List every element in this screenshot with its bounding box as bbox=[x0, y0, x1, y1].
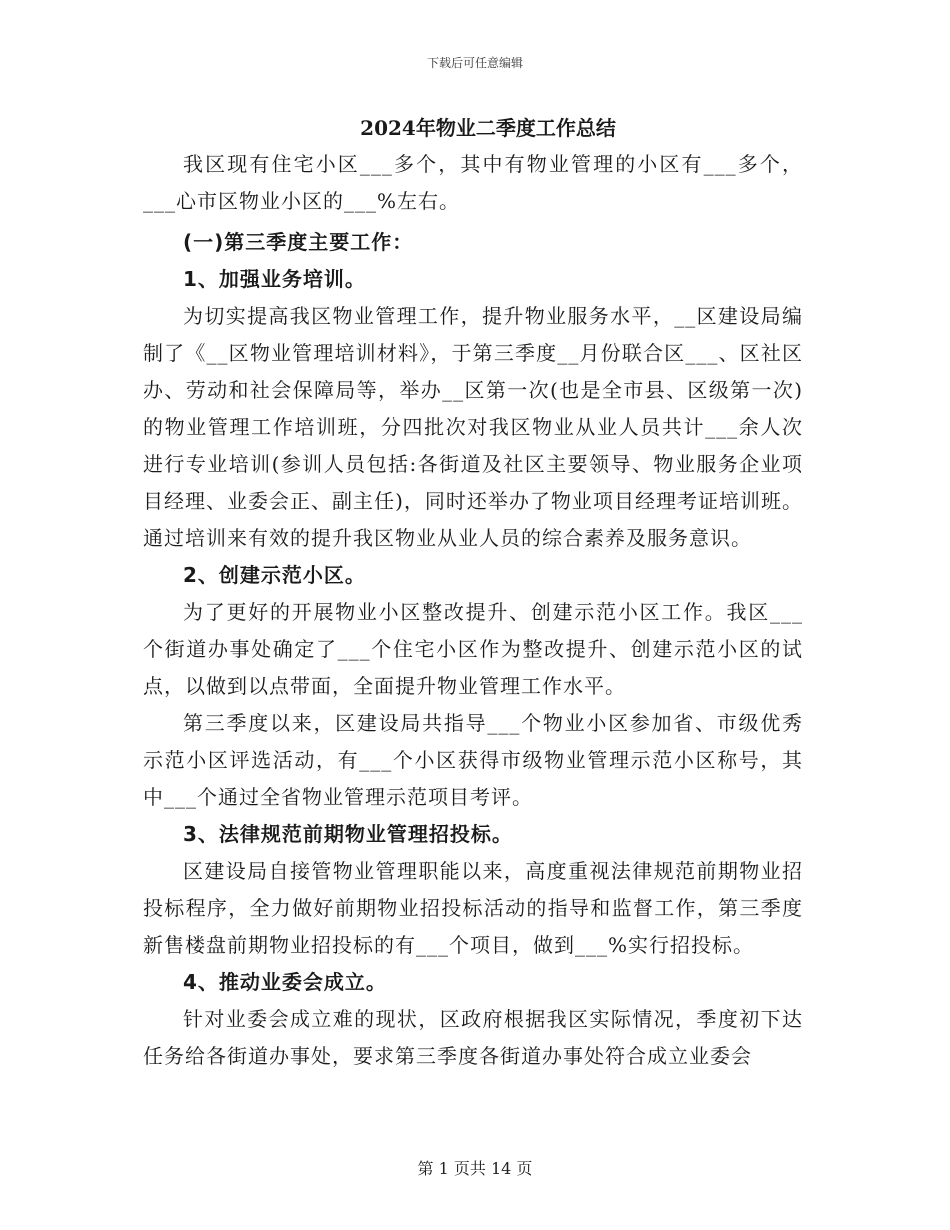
subsection-heading-bidding: 3、法律规范前期物业管理招投标。 bbox=[183, 822, 513, 846]
document-title: 2024年物业二季度工作总结 bbox=[360, 116, 616, 140]
paragraph-demo-1: 为了更好的开展物业小区整改提升、创建示范小区工作。我区___个街道办事处确定了___个住宅小区作为整改提升、创建示范小区的试点，以做到以点带面，全面提升物业管理工作水平。 bbox=[143, 600, 803, 698]
paragraph-intro: 我区现有住宅小区___多个，其中有物业管理的小区有___多个，___心市区物业小区的___%左右。 bbox=[143, 152, 803, 213]
subsection-heading-committee: 4、推动业委会成立。 bbox=[183, 970, 387, 994]
paragraph-bidding: 区建设局自接管物业管理职能以来，高度重视法律规范前期物业招投标程序，全力做好前期物业招投标活动的指导和监督工作，第三季度新售楼盘前期物业招投标的有___个项目，做到___%实行招投标。 bbox=[143, 859, 803, 957]
subsection-heading-training: 1、加强业务培训。 bbox=[183, 267, 366, 291]
paragraph-training: 为切实提高我区物业管理工作，提升物业服务水平，__区建设局编制了《__区物业管理培训材料》，于第三季度__月份联合区___、区社区办、劳动和社会保障局等，举办__区第一次(也是全市县、区级第一次)的物业管理工作培训班，分四批次对我区物业从业人员共计___余人次进行专业培训(参训人员包括:各街道及社区主要领导、物业服务企业项目经理、业委会正、副主任)，同时还举办了物业项目经理考证培训班。通过培训来有效的提升我区物业从业人员的综合素养及服务意识。 bbox=[143, 304, 803, 550]
paragraph-committee: 针对业委会成立难的现状，区政府根据我区实际情况，季度初下达任务给各街道办事处，要求第三季度各街道办事处符合成立业委会 bbox=[143, 1007, 803, 1068]
header-note: 下载后可任意编辑 bbox=[426, 56, 523, 70]
section-heading-1: (一)第三季度主要工作： bbox=[183, 230, 414, 254]
paragraph-demo-2: 第三季度以来，区建设局共指导___个物业小区参加省、市级优秀示范小区评选活动，有___个小区获得市级物业管理示范小区称号，其中___个通过全省物业管理示范项目考评。 bbox=[143, 711, 803, 809]
page-footer: 第 1 页共 14 页 bbox=[417, 1159, 533, 1178]
subsection-heading-demo: 2、创建示范小区。 bbox=[183, 563, 366, 587]
document-body bbox=[143, 110, 803, 1075]
